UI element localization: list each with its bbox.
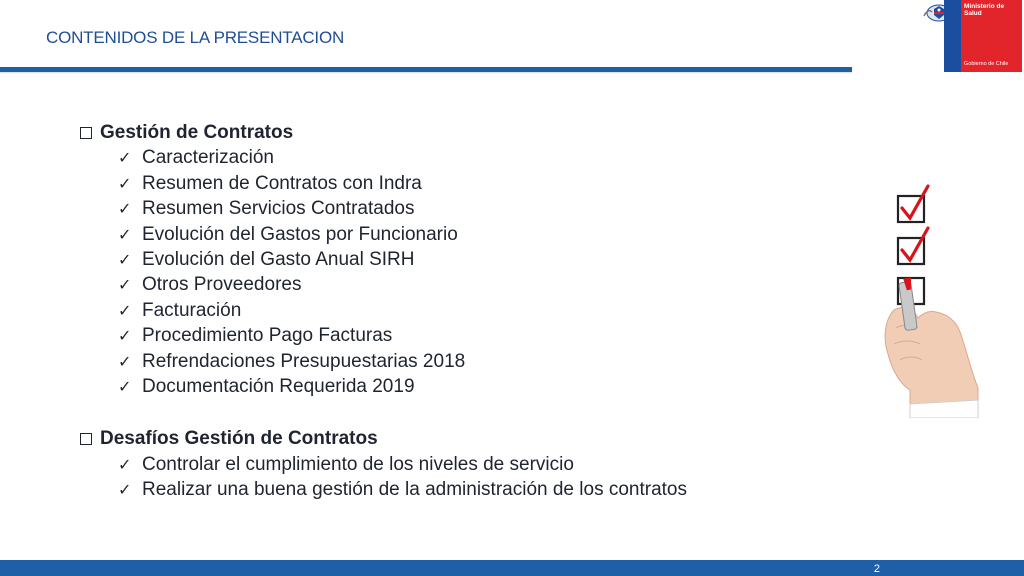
list-item-text: Realizar una buena gestión de la administración de los contratos	[142, 479, 687, 501]
list-item	[118, 477, 687, 502]
list-item-text: Facturación	[142, 299, 242, 321]
checkmark-icon: ✓	[118, 275, 132, 295]
section-item-list	[80, 145, 687, 399]
list-item-text: Resumen de Contratos con Indra	[142, 172, 422, 194]
checkbox-icon	[80, 433, 92, 445]
list-item-text: Evolución del Gastos por Funcionario	[142, 223, 458, 245]
list-item	[118, 247, 687, 272]
checkmark-icon: ✓	[118, 173, 132, 193]
checkmark-icon: ✓	[118, 454, 132, 474]
list-item	[118, 349, 687, 374]
section-heading-text: Desafíos Gestión de Contratos	[100, 428, 378, 450]
list-item-text: Resumen Servicios Contratados	[142, 198, 415, 220]
checkmark-icon: ✓	[118, 148, 132, 168]
list-item-text: Documentación Requerida 2019	[142, 376, 415, 398]
list-item-text: Evolución del Gasto Anual SIRH	[142, 249, 415, 271]
logo-government: Gobierno de Chile	[964, 61, 1009, 67]
checkbox-icon	[80, 127, 92, 139]
list-item-text: Otros Proveedores	[142, 274, 302, 296]
checkmark-icon: ✓	[118, 224, 132, 244]
list-item	[118, 452, 687, 477]
section-heading	[80, 426, 687, 451]
slide-title: CONTENIDOS DE LA PRESENTACION	[46, 28, 345, 47]
title-divider	[0, 67, 852, 72]
list-item	[118, 272, 687, 297]
ministry-logo	[944, 0, 1022, 72]
list-item-text: Refrendaciones Presupuestarias 2018	[142, 350, 466, 372]
checklist-hand-illustration	[866, 178, 984, 418]
logo-line1: Ministerio de	[964, 3, 1005, 10]
section-item-list	[80, 452, 687, 503]
page-number: 2	[873, 563, 880, 575]
list-item-text: Procedimiento Pago Facturas	[142, 325, 393, 347]
section-heading-text: Gestión de Contratos	[100, 122, 294, 143]
list-item	[118, 323, 687, 348]
logo-ministry-name	[964, 3, 1004, 17]
checkmark-icon: ✓	[118, 199, 132, 219]
checkmark-icon: ✓	[118, 300, 132, 320]
list-item	[118, 145, 687, 170]
footer-bar	[0, 560, 1024, 576]
checkmark-icon: ✓	[118, 326, 132, 346]
list-item	[118, 222, 687, 247]
checkmark-icon: ✓	[118, 351, 132, 371]
list-item	[118, 374, 687, 399]
list-item-text: Caracterización	[142, 147, 274, 169]
section-desafios	[80, 426, 687, 502]
section-gestion	[80, 120, 687, 399]
illustration-hand	[885, 308, 978, 416]
list-item	[118, 171, 687, 196]
list-item-text: Controlar el cumplimiento de los niveles de servicio	[142, 453, 574, 475]
checkmark-icon: ✓	[118, 377, 132, 397]
list-item	[118, 298, 687, 323]
checkmark-icon: ✓	[118, 250, 132, 270]
checkmark-icon: ✓	[118, 480, 132, 500]
list-item	[118, 196, 687, 221]
agenda-content	[80, 120, 687, 503]
logo-blue-band	[944, 0, 962, 72]
section-heading	[80, 120, 687, 145]
logo-line2: Salud	[964, 10, 982, 17]
